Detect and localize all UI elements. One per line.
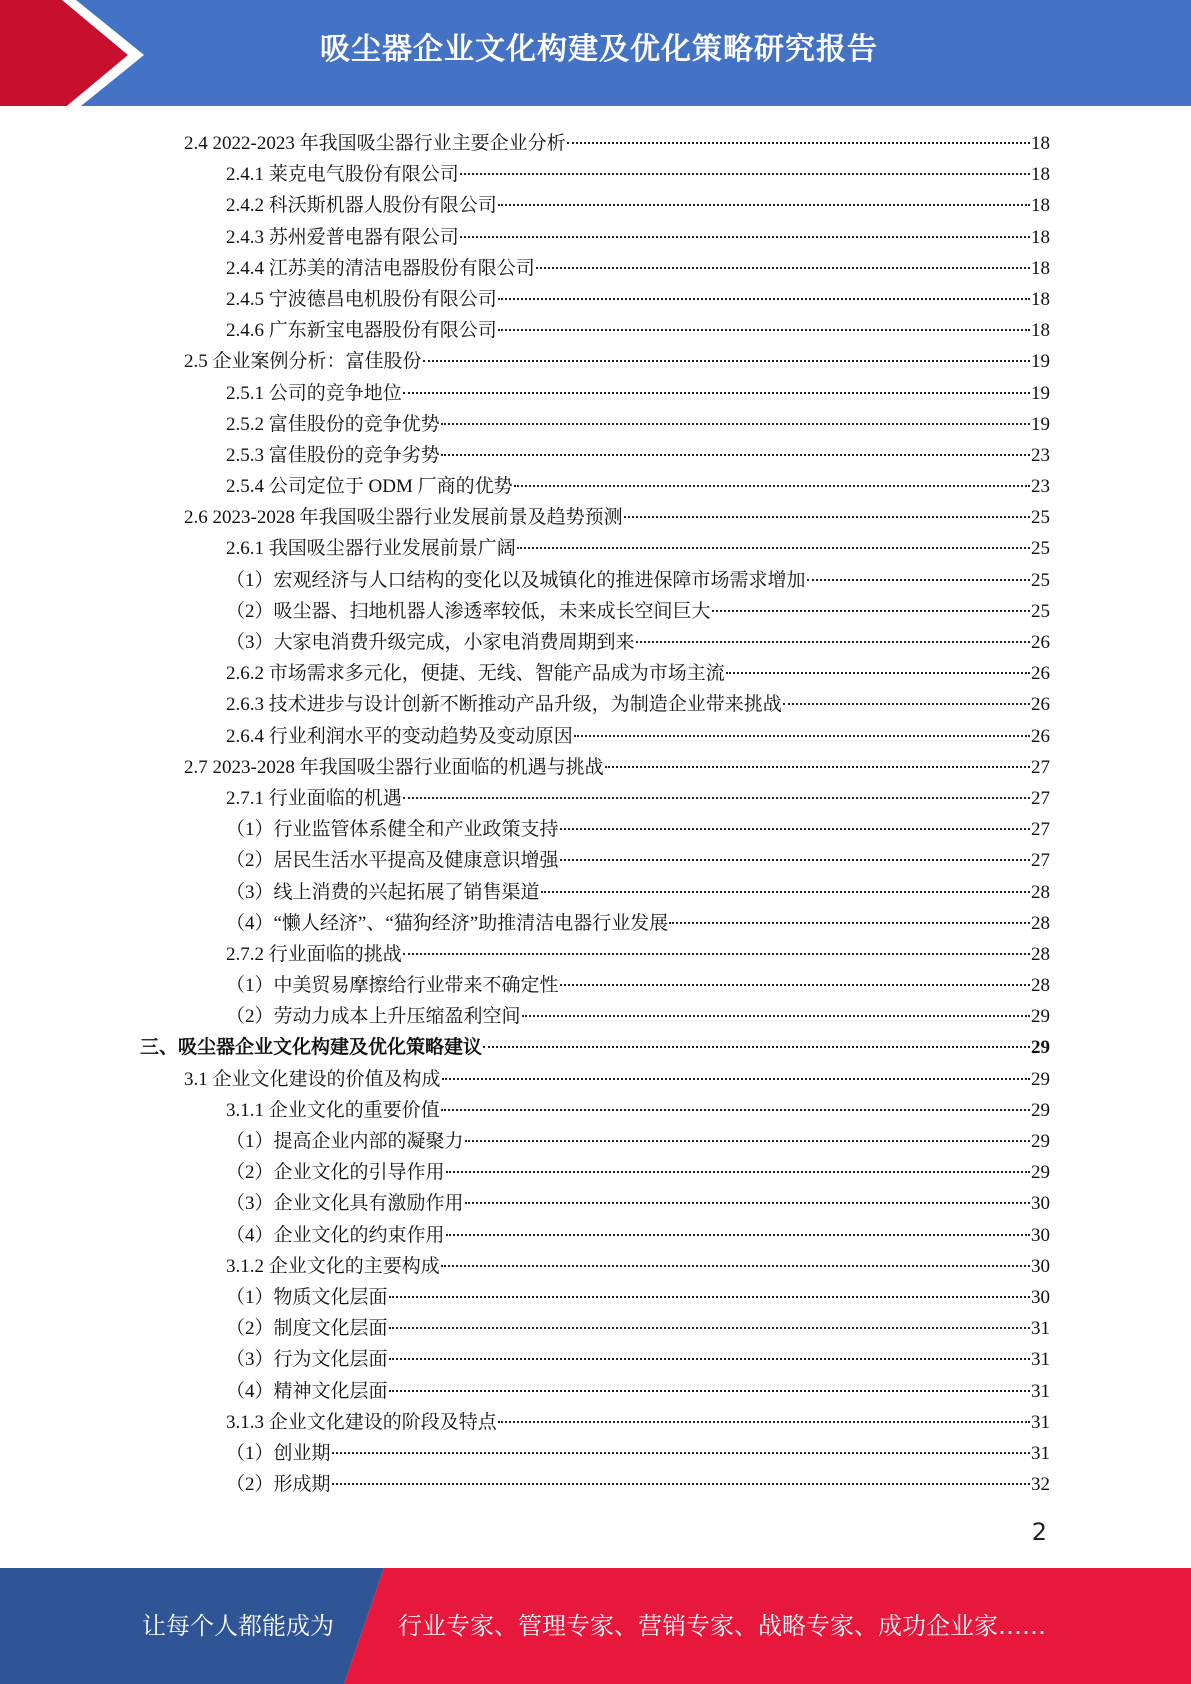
- toc-entry-page: 30: [1031, 1255, 1050, 1277]
- toc-leader-dots: [389, 1357, 1030, 1360]
- toc-leader-dots: [460, 172, 1030, 175]
- toc-leader-dots: [541, 890, 1030, 893]
- toc-entry-label: 3.1.2 企业文化的主要构成: [226, 1255, 440, 1277]
- toc-entry-page: 31: [1031, 1442, 1050, 1464]
- toc-entry-page: 25: [1031, 538, 1050, 560]
- footer-slogan-right: 行业专家、管理专家、营销专家、战略专家、成功企业家……: [398, 1612, 1046, 1640]
- toc-entry[interactable]: [140, 1188, 1050, 1219]
- toc-leader-dots: [560, 827, 1030, 830]
- toc-entry-label: 2.6.1 我国吸尘器行业发展前景广阔: [226, 538, 516, 560]
- toc-entry-page: 18: [1031, 288, 1050, 310]
- toc-entry-page: 19: [1031, 382, 1050, 404]
- toc-entry-label: 2.5 企业案例分析：富佳股份: [184, 351, 422, 373]
- toc-entry-page: 29: [1031, 1131, 1050, 1152]
- toc-entry-label: （3）线上消费的兴起拓展了销售渠道: [226, 881, 540, 903]
- toc-entry-label: （2）制度文化层面: [226, 1318, 388, 1340]
- toc-entry-label: （3）行为文化层面: [226, 1349, 388, 1371]
- toc-entry-page: 18: [1031, 195, 1050, 217]
- toc-leader-dots: [403, 391, 1030, 394]
- toc-leader-dots: [403, 796, 1030, 799]
- toc-entry-label: 3.1.1 企业文化的重要价值: [226, 1099, 440, 1121]
- toc-leader-dots: [403, 952, 1030, 955]
- toc-entry[interactable]: [140, 409, 1050, 440]
- toc-leader-dots: [498, 203, 1030, 206]
- toc-entry-page: 28: [1031, 912, 1050, 934]
- toc-entry-page: 25: [1031, 507, 1050, 529]
- toc-entry[interactable]: [140, 190, 1050, 221]
- toc-leader-dots: [567, 141, 1030, 144]
- toc-leader-dots: [574, 734, 1030, 737]
- toc-leader-dots: [726, 671, 1030, 674]
- toc-entry[interactable]: [140, 471, 1050, 502]
- toc-entry-page: 31: [1031, 1349, 1050, 1371]
- toc-leader-dots: [423, 359, 1030, 362]
- toc-entry-page: 28: [1031, 975, 1050, 997]
- toc-leader-dots: [389, 1326, 1030, 1329]
- toc-leader-dots: [636, 640, 1030, 643]
- toc-entry-label: 2.6 2023-2028 年我国吸尘器行业发展前景及趋势预测: [184, 507, 623, 529]
- toc-entry-label: （4）“懒人经济”、“猫狗经济”助推清洁电器行业发展: [226, 912, 669, 934]
- toc-leader-dots: [498, 328, 1030, 331]
- header-title: 吸尘器企业文化构建及优化策略研究报告: [320, 32, 878, 67]
- toc-entry[interactable]: [140, 222, 1050, 253]
- toc-leader-dots: [441, 1264, 1030, 1267]
- toc-entry[interactable]: [140, 939, 1050, 970]
- toc-entry[interactable]: [140, 1407, 1050, 1438]
- toc-entry-label: 2.6.4 行业利润水平的变动趋势及变动原因: [226, 725, 573, 747]
- toc-entry-label: 2.5.2 富佳股份的竞争优势: [226, 413, 440, 435]
- toc-entry-label: 2.7 2023-2028 年我国吸尘器行业面临的机遇与挑战: [184, 756, 604, 778]
- toc-entry-label: 2.4.6 广东新宝电器股份有限公司: [226, 320, 497, 342]
- toc-entry[interactable]: [140, 440, 1050, 471]
- toc-entry-page: 30: [1031, 1193, 1050, 1215]
- toc-leader-dots: [498, 297, 1030, 300]
- toc-leader-dots: [783, 702, 1030, 705]
- toc-leader-dots: [446, 1170, 1030, 1173]
- toc-leader-dots: [332, 1482, 1030, 1485]
- toc-leader-dots: [605, 765, 1030, 768]
- toc-entry-page: 18: [1031, 257, 1050, 279]
- toc-entry[interactable]: [140, 877, 1050, 908]
- toc-entry[interactable]: [140, 253, 1050, 284]
- toc-entry-label: （2）形成期: [226, 1474, 331, 1496]
- toc-entry[interactable]: [140, 1095, 1050, 1126]
- toc-entry[interactable]: [140, 1032, 1050, 1063]
- toc-entry[interactable]: [140, 378, 1050, 409]
- toc-leader-dots: [441, 453, 1030, 456]
- toc-entry-label: （2）劳动力成本上升压缩盈利空间: [226, 1006, 521, 1028]
- toc-entry[interactable]: [140, 596, 1050, 627]
- toc-entry-label: （4）精神文化层面: [226, 1380, 388, 1402]
- toc-entry[interactable]: [140, 970, 1050, 1001]
- toc-entry[interactable]: [140, 658, 1050, 689]
- toc-entry-label: 2.5.1 公司的竞争地位: [226, 382, 402, 404]
- toc-entry-label: 2.6.3 技术进步与设计创新不断推动产品升级，为制造企业带来挑战: [226, 694, 782, 716]
- toc-entry[interactable]: [140, 159, 1050, 190]
- toc-entry-page: 23: [1031, 476, 1050, 498]
- toc-entry-page: 28: [1031, 881, 1050, 903]
- toc-entry-label: 2.5.4 公司定位于 ODM 厂商的优势: [226, 476, 513, 498]
- footer-slogan-left: 让每个人都能成为: [142, 1612, 334, 1640]
- toc-entry[interactable]: [140, 689, 1050, 720]
- toc-entry[interactable]: [140, 908, 1050, 939]
- page-header: [0, 0, 1191, 110]
- toc-entry[interactable]: [140, 533, 1050, 564]
- toc-entry[interactable]: [140, 346, 1050, 377]
- toc-entry-label: 2.4.1 莱克电气股份有限公司: [226, 164, 459, 186]
- toc-entry[interactable]: [140, 1251, 1050, 1282]
- toc-entry-page: 19: [1031, 413, 1050, 435]
- toc-leader-dots: [442, 1077, 1030, 1080]
- toc-entry[interactable]: [140, 1438, 1050, 1469]
- toc-entry-label: 3.1.3 企业文化建设的阶段及特点: [226, 1411, 497, 1433]
- toc-entry-page: 25: [1031, 569, 1050, 591]
- toc-entry-page: 26: [1031, 663, 1050, 685]
- toc-entry-page: 28: [1031, 943, 1050, 965]
- page-number: 2: [1031, 1518, 1047, 1546]
- toc-entry[interactable]: [140, 1157, 1050, 1188]
- toc-leader-dots: [517, 546, 1030, 549]
- toc-entry-label: 2.4.4 江苏美的清洁电器股份有限公司: [226, 257, 535, 279]
- toc-entry[interactable]: [140, 1220, 1050, 1251]
- toc-leader-dots: [498, 1420, 1030, 1423]
- toc-entry-page: 19: [1031, 351, 1050, 373]
- toc-entry-page: 29: [1031, 1068, 1050, 1090]
- toc-entry-page: 26: [1031, 694, 1050, 716]
- toc-entry[interactable]: [140, 284, 1050, 315]
- toc-entry-label: 三、吸尘器企业文化构建及优化策略建议: [140, 1037, 483, 1059]
- toc-entry-page: 18: [1031, 164, 1050, 186]
- toc-entry[interactable]: [140, 1376, 1050, 1407]
- toc-entry[interactable]: [140, 783, 1050, 814]
- toc-leader-dots: [465, 1139, 1030, 1142]
- toc-leader-dots: [522, 1014, 1030, 1017]
- toc-leader-dots: [441, 422, 1030, 425]
- toc-entry[interactable]: [140, 1064, 1050, 1095]
- toc-leader-dots: [465, 1201, 1030, 1204]
- toc-entry[interactable]: [140, 1344, 1050, 1375]
- toc-entry[interactable]: [140, 721, 1050, 752]
- toc-entry[interactable]: [140, 1282, 1050, 1313]
- toc-leader-dots: [441, 1108, 1030, 1111]
- toc-entry[interactable]: [140, 565, 1050, 596]
- toc-entry-page: 29: [1031, 1037, 1050, 1059]
- toc-entry-label: 2.4.3 苏州爱普电器有限公司: [226, 226, 459, 248]
- toc-leader-dots: [460, 235, 1030, 238]
- toc-entry[interactable]: [140, 502, 1050, 533]
- toc-leader-dots: [624, 515, 1030, 518]
- toc-entry-label: （1）物质文化层面: [226, 1286, 388, 1308]
- toc-entry-page: 30: [1031, 1224, 1050, 1246]
- toc-entry-label: （3）企业文化具有激励作用: [226, 1193, 464, 1215]
- toc-entry-label: （1）提高企业内部的凝聚力: [226, 1131, 464, 1152]
- toc-entry[interactable]: [140, 1001, 1050, 1032]
- toc-leader-dots: [669, 921, 1030, 924]
- toc-entry[interactable]: [140, 315, 1050, 346]
- toc-entry-page: 30: [1031, 1286, 1050, 1308]
- toc-entry-page: 18: [1031, 133, 1050, 154]
- toc-entry-label: （1）中美贸易摩擦给行业带来不确定性: [226, 975, 559, 997]
- toc-leader-dots: [514, 484, 1030, 487]
- toc-entry-page: 23: [1031, 444, 1050, 466]
- toc-entry-page: 26: [1031, 725, 1050, 747]
- toc-leader-dots: [536, 266, 1030, 269]
- toc-leader-dots: [483, 1045, 1030, 1048]
- toc-entry-page: 32: [1031, 1474, 1050, 1496]
- toc-entry-page: 31: [1031, 1380, 1050, 1402]
- page-footer: [0, 1568, 1191, 1684]
- toc-entry-label: 2.7.2 行业面临的挑战: [226, 943, 402, 965]
- toc-entry[interactable]: [140, 752, 1050, 783]
- toc-entry-page: 27: [1031, 787, 1050, 809]
- toc-entry-label: 2.4 2022-2023 年我国吸尘器行业主要企业分析: [184, 133, 566, 154]
- toc-entry-label: 2.4.5 宁波德昌电机股份有限公司: [226, 288, 497, 310]
- toc-entry-page: 31: [1031, 1318, 1050, 1340]
- toc-leader-dots: [446, 1233, 1030, 1236]
- toc-entry[interactable]: [140, 1313, 1050, 1344]
- toc-entry-page: 18: [1031, 320, 1050, 342]
- toc-entry-page: 29: [1031, 1006, 1050, 1028]
- toc-entry-label: 2.7.1 行业面临的机遇: [226, 787, 402, 809]
- toc-entry-label: （2）居民生活水平提高及健康意识增强: [226, 850, 559, 872]
- toc-entry[interactable]: [140, 845, 1050, 876]
- toc-entry-label: 3.1 企业文化建设的价值及构成: [184, 1068, 441, 1090]
- toc-entry-page: 29: [1031, 1099, 1050, 1121]
- toc-entry[interactable]: [140, 627, 1050, 658]
- toc-leader-dots: [332, 1451, 1030, 1454]
- toc-entry-label: （2）吸尘器、扫地机器人渗透率较低，未来成长空间巨大: [226, 600, 711, 622]
- toc-leader-dots: [389, 1295, 1030, 1298]
- toc-entry-page: 25: [1031, 600, 1050, 622]
- toc-leader-dots: [807, 578, 1030, 581]
- toc-leader-dots: [560, 983, 1030, 986]
- toc-leader-dots: [389, 1389, 1030, 1392]
- toc-entry-page: 27: [1031, 850, 1050, 872]
- toc-entry-label: 2.5.3 富佳股份的竞争劣势: [226, 444, 440, 466]
- toc-entry-label: 2.4.2 科沃斯机器人股份有限公司: [226, 195, 497, 217]
- toc-entry-label: （2）企业文化的引导作用: [226, 1162, 445, 1184]
- toc-entry-label: （1）创业期: [226, 1442, 331, 1464]
- toc-entry[interactable]: [140, 814, 1050, 845]
- toc-leader-dots: [560, 858, 1030, 861]
- toc-entry-page: 29: [1031, 1162, 1050, 1184]
- toc-leader-dots: [712, 609, 1030, 612]
- toc-entry-label: 2.6.2 市场需求多元化，便捷、无线、智能产品成为市场主流: [226, 663, 725, 685]
- toc-entry-page: 31: [1031, 1411, 1050, 1433]
- toc-entry-label: （3）大家电消费升级完成，小家电消费周期到来: [226, 632, 635, 653]
- toc-entry-page: 26: [1031, 632, 1050, 653]
- toc-entry-label: （4）企业文化的约束作用: [226, 1224, 445, 1246]
- toc-entry[interactable]: [140, 1126, 1050, 1157]
- toc-entry-page: 27: [1031, 819, 1050, 841]
- toc-entry[interactable]: [140, 128, 1050, 159]
- toc-entry-page: 27: [1031, 756, 1050, 778]
- toc-entry-label: （1）行业监管体系健全和产业政策支持: [226, 819, 559, 841]
- toc-entry-page: 18: [1031, 226, 1050, 248]
- table-of-contents: [140, 128, 1050, 1500]
- toc-entry-label: （1）宏观经济与人口结构的变化以及城镇化的推进保障市场需求增加: [226, 569, 806, 591]
- toc-entry[interactable]: [140, 1469, 1050, 1500]
